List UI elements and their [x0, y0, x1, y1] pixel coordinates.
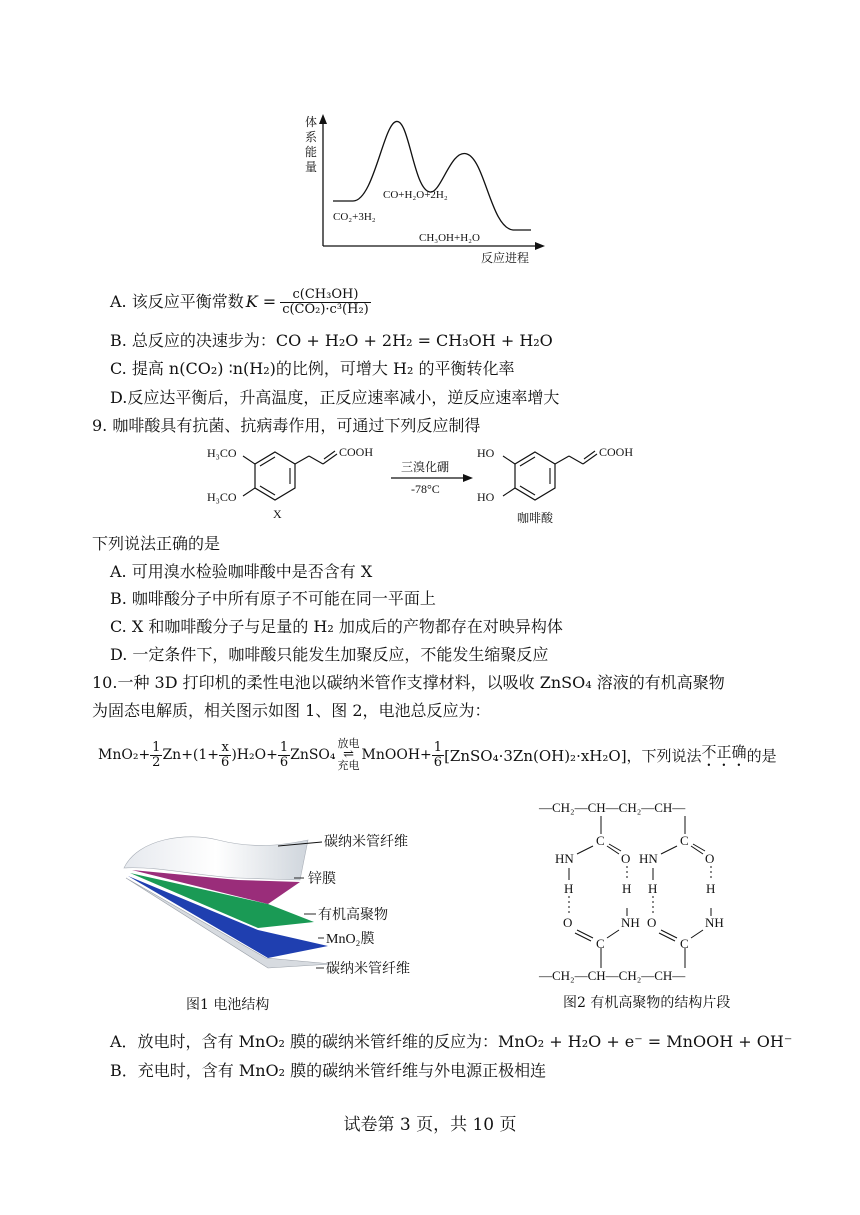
figure-2-caption: 图2 有机高聚物的结构片段 — [563, 995, 731, 1011]
page-footer: 试卷第 3 页，共 10 页 — [343, 1115, 517, 1135]
label-organic-polymer: 有机高聚物 — [318, 908, 388, 923]
fraction-numerator: c(CH₃OH) — [280, 288, 371, 303]
energy-diagram — [295, 108, 555, 268]
eq-fraction-num: 1 — [433, 739, 443, 755]
x-axis-label: 反应进程 — [481, 251, 530, 265]
q9-stem: 9. 咖啡酸具有抗菌、抗病毒作用，可通过下列反应制得 — [92, 416, 481, 435]
label-carbon-nanotube-top: 碳纳米管纤维 — [324, 835, 408, 850]
eq-fraction-den: 2 — [152, 754, 161, 770]
polymer-bonds — [569, 816, 711, 968]
eq-fraction — [432, 741, 444, 770]
q10-option-b: B．充电时，含有 MnO₂ 膜的碳纳米管纤维与外电源正极相连 — [110, 1061, 547, 1080]
svg-text:O: O — [705, 851, 715, 866]
label-products: CH₃OH+H₂O — [419, 232, 480, 244]
charge-label: 充电 — [337, 759, 360, 772]
eq-fraction-num: x — [219, 741, 231, 756]
svg-text:HO: HO — [477, 446, 495, 460]
label-intermediate: CO+H₂O+2H₂ — [383, 189, 448, 201]
q8-option-d: D.反应达平衡后，升高温度，正反应速率减小，逆反应速率增大 — [110, 388, 560, 407]
svg-text:H: H — [648, 881, 658, 896]
eq-part: MnOOH+ — [361, 747, 432, 763]
q9-ask: 下列说法正确的是 — [92, 534, 221, 553]
svg-text:C: C — [596, 936, 605, 951]
svg-text:H₃CO: H₃CO — [207, 490, 237, 504]
eq-fraction — [150, 741, 162, 770]
q10-option-a: A．放电时，含有 MnO₂ 膜的碳纳米管纤维的反应为：MnO₂ + H₂O + e⁻ = MnOOH + OH⁻ — [110, 1032, 793, 1051]
svg-text:O: O — [563, 915, 573, 930]
label-reactants: CO₂+3H₂ — [333, 211, 376, 223]
svg-text:X: X — [273, 507, 282, 521]
q8-option-b: B. 总反应的决速步为：CO + H₂O + 2H₂ = CH₃OH + H₂O — [110, 331, 553, 350]
svg-text:COOH: COOH — [599, 445, 634, 459]
figure-2-polymer-structure — [535, 796, 775, 988]
eq-part: MnO₂+ — [98, 747, 151, 763]
eq-part: ZnSO₄ — [290, 747, 336, 763]
equilibrium-arrows-icon: ⇌ — [343, 747, 354, 762]
label-zinc-film: 锌膜 — [308, 872, 336, 887]
svg-text:能: 能 — [305, 145, 318, 159]
svg-text:三溴化硼: 三溴化硼 — [401, 460, 450, 474]
emphasis-not-correct: 不正确 — [701, 742, 747, 761]
svg-text:C: C — [680, 936, 689, 951]
q8-option-c: C. 提高 n(CO₂) ∶n(H₂)的比例，可增大 H₂ 的平衡转化率 — [110, 359, 515, 378]
eq-fraction-den: 6 — [433, 754, 443, 770]
eq-part: )H₂O+ — [231, 747, 278, 763]
q9-option-a: A. 可用溴水检验咖啡酸中是否含有 X — [110, 562, 373, 581]
q8-option-a — [110, 282, 371, 322]
svg-text:HN: HN — [555, 851, 574, 866]
equilibrium-constant-fraction — [280, 288, 371, 317]
reversible-arrow — [338, 738, 360, 772]
svg-text:H: H — [564, 881, 574, 896]
svg-text:H: H — [706, 881, 716, 896]
bottom-chain: —CH₂—CH—CH₂—CH— — [539, 968, 686, 983]
q9-option-d: D. 一定条件下，咖啡酸只能发生加聚反应，不能发生缩聚反应 — [110, 645, 549, 664]
eq-fraction-den: 6 — [221, 754, 230, 770]
q10-stem-line2: 为固态电解质，相关图示如图 1、图 2，电池总反应为： — [92, 701, 491, 720]
compound-x — [207, 445, 373, 521]
label-mno2-film: MnO₂膜 — [326, 932, 375, 947]
svg-text:C: C — [596, 833, 605, 848]
top-chain: —CH₂—CH—CH₂—CH— — [539, 800, 686, 815]
battery-total-reaction — [98, 732, 777, 778]
svg-text:体: 体 — [305, 115, 318, 129]
figure-1-caption: 图1 电池结构 — [186, 997, 270, 1013]
svg-text:C: C — [680, 833, 689, 848]
svg-text:COOH: COOH — [339, 445, 374, 459]
figure-1-battery-structure — [118, 818, 448, 990]
reaction-arrow — [391, 460, 473, 496]
compound-caffeic-acid — [477, 445, 633, 525]
svg-text:NH: NH — [621, 915, 640, 930]
eq-fraction-den: 6 — [279, 754, 289, 770]
fraction-denominator: c(CO₂)·c³(H₂) — [282, 301, 369, 317]
svg-text:HO: HO — [477, 490, 495, 504]
q9-option-b: B. 咖啡酸分子中所有原子不可能在同一平面上 — [110, 589, 436, 608]
eq-fraction-num: 1 — [152, 739, 161, 755]
eq-fraction — [278, 741, 290, 770]
equilibrium-constant-symbol: K = — [245, 292, 277, 311]
y-axis-label — [305, 114, 317, 174]
eq-fraction-num: 1 — [279, 739, 289, 755]
layer-labels — [308, 833, 410, 977]
q10-stem-line1: 10.一种 3D 打印机的柔性电池以碳纳米管作支撑材料，以吸收 ZnSO₄ 溶液的有机高聚物 — [92, 673, 725, 692]
svg-text:H: H — [622, 881, 632, 896]
q9-option-c: C. X 和咖啡酸分子与足量的 H₂ 加成后的产物都存在对映异构体 — [110, 617, 563, 636]
svg-text:O: O — [647, 915, 657, 930]
eq-fraction — [219, 741, 231, 770]
eq-part: [ZnSO₄·3Zn(OH)₂·xH₂O]，下列说法 — [444, 746, 702, 765]
svg-text:系: 系 — [305, 130, 318, 144]
q8-option-a-text: A. 该反应平衡常数 — [110, 292, 244, 311]
svg-text:HN: HN — [639, 851, 658, 866]
svg-text:O: O — [621, 851, 631, 866]
eq-part: Zn+(1+ — [162, 747, 220, 763]
discharge-label: 放电 — [337, 737, 360, 750]
svg-text:咖啡酸: 咖啡酸 — [517, 511, 554, 525]
svg-text:-78°C: -78°C — [411, 482, 440, 496]
svg-text:NH: NH — [705, 915, 724, 930]
svg-text:量: 量 — [305, 160, 318, 174]
reaction-scheme — [205, 438, 665, 530]
hydrogen-bonds — [569, 866, 711, 914]
eq-part: 的是 — [746, 746, 777, 765]
label-carbon-nanotube-bottom: 碳纳米管纤维 — [326, 962, 410, 977]
svg-text:H₃CO: H₃CO — [207, 446, 237, 460]
y-axis-arrow — [319, 114, 327, 124]
x-axis-arrow — [535, 242, 545, 250]
